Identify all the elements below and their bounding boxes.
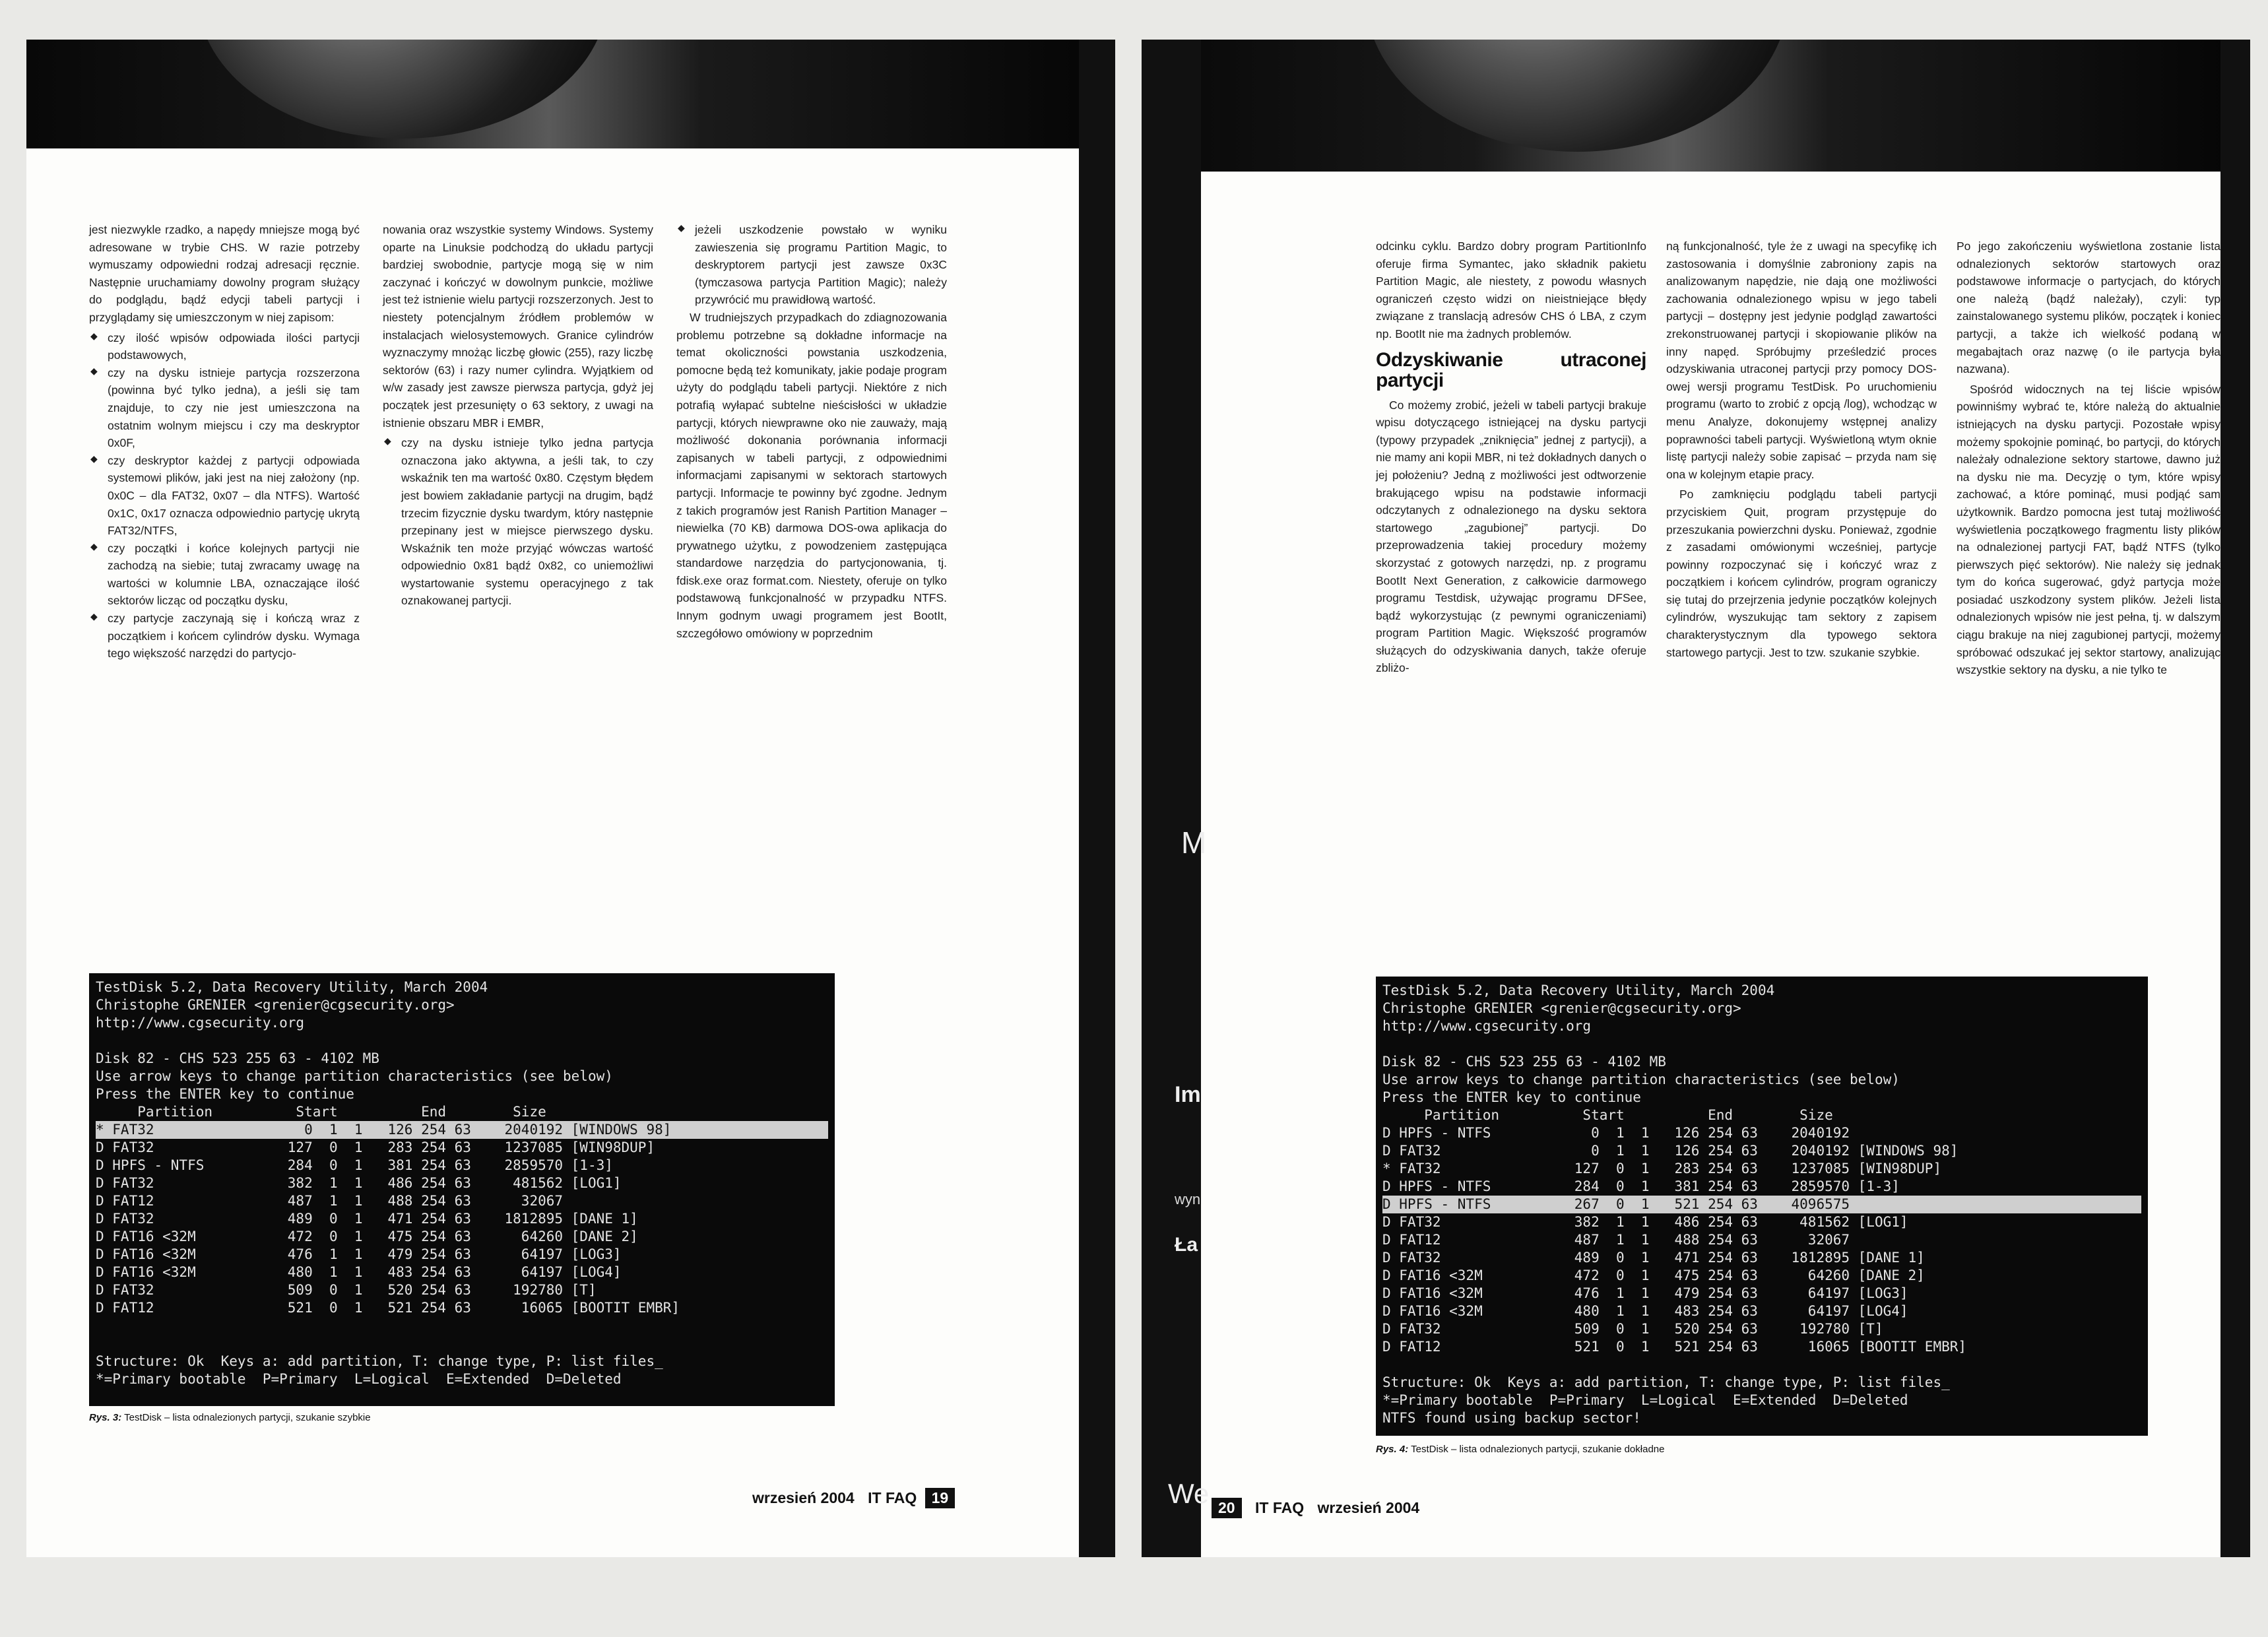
caption-label: Rys. 3: (89, 1412, 122, 1423)
bleed-fragment-la: Ła (1175, 1234, 1198, 1256)
terminal-line: D FAT32 489 0 1 471 254 63 1812895 [DANE 1] (1382, 1250, 1925, 1266)
caption-text: TestDisk – lista odnalezionych partycji, szukanie szybkie (124, 1412, 371, 1423)
page-footer (752, 1488, 959, 1508)
terminal-line: Press the ENTER key to continue (96, 1086, 354, 1102)
col1-bullet-list (89, 329, 360, 662)
terminal-line: D FAT32 382 1 1 486 254 63 481562 [LOG1] (96, 1175, 622, 1191)
terminal-line: * FAT32 127 0 1 283 254 63 1237085 [WIN98DUP] (1382, 1161, 1942, 1176)
caption-text: TestDisk – lista odnalezionych partycji, szukanie dokładne (1411, 1444, 1665, 1455)
page-number: 19 (925, 1488, 956, 1508)
col3-bullet-list (676, 221, 947, 309)
terminal-line: D FAT16 <32M 472 0 1 475 254 63 64260 [DANE 2] (96, 1229, 638, 1244)
left-column-1 (89, 221, 360, 662)
page-footer (1208, 1498, 1419, 1518)
right-column-3 (1957, 238, 2220, 682)
col2-bullet-list (383, 434, 653, 610)
terminal-line: D FAT12 521 0 1 521 254 63 16065 [BOOTIT EMBR] (1382, 1339, 1967, 1355)
terminal-line: D HPFS - NTFS 0 1 1 126 254 63 2040192 (1382, 1125, 1850, 1141)
terminal-line: Use arrow keys to change partition characteristics (see below) (1382, 1072, 1900, 1087)
footer-magazine: IT FAQ (1254, 1499, 1305, 1516)
right-column-1 (1376, 238, 1646, 680)
left-column-3 (676, 221, 947, 645)
col2-text-2: Po zamknięciu podglądu tabeli partycji przyciskiem Quit, program przystępuje do przeszukania powierzchni dysku. Ponieważ, zgodnie z zasadami omówionymi wcześniej, partycje powinny rozpoczynać się i kończyć wraz z początkiem i końcem cylindrów, program ograniczy się tutaj do przejrzenia jedynie początków kolejnych cylindrów, wyszukując tam sektory z zapisem charakterystycznym dla typowego sektora startowego partycji. Jest to tzw. szukanie szybkie. (1666, 488, 1937, 659)
terminal-line: D FAT16 <32M 480 1 1 483 254 63 64197 [LOG4] (96, 1264, 622, 1280)
terminal-line: Partition Start End Size (1382, 1107, 1833, 1123)
left-page-edge (1079, 40, 1115, 1557)
terminal-line: D FAT12 487 1 1 488 254 63 32067 (96, 1193, 564, 1209)
terminal-line-selected: * FAT32 0 1 1 126 254 63 2040192 [WINDOWS 98] (96, 1121, 828, 1139)
page-number: 20 (1212, 1498, 1242, 1518)
caption-label: Rys. 4: (1376, 1444, 1409, 1455)
footer-magazine: IT FAQ (868, 1489, 917, 1506)
terminal-line: Disk 82 - CHS 523 255 63 - 4102 MB (96, 1050, 379, 1066)
terminal-line: *=Primary bootable P=Primary L=Logical E=Extended D=Deleted (1382, 1392, 1908, 1408)
testdisk-screenshot-quick (89, 973, 835, 1406)
terminal-line: D FAT32 382 1 1 486 254 63 481562 [LOG1] (1382, 1214, 1908, 1230)
list-item: ◆ czy na dysku istnieje tylko jedna partycja oznaczona jako aktywna, a jeśli tak, to czy wskaźnik ten ma wartość 0x80. Częstym błędem jest bowiem zakładanie partycji na drugim, bądź trzecim fizycznie dysku twardym, który następnie przepinany jest w miejsce pierwszego dysku. Wskaźnik ten może przyjąć wówczas wartość odpowiednio 0x81 bądź 0x82, co uniemożliwi wystartowanie systemu operacyjnego z tak oznakowanej partycji. (383, 434, 653, 610)
footer-month: wrzesień 2004 (1317, 1499, 1420, 1516)
globe-image (1366, 40, 1788, 152)
figure-caption (1376, 1444, 1664, 1455)
terminal-line: D FAT32 0 1 1 126 254 63 2040192 [WINDOWS 98] (1382, 1143, 1959, 1159)
right-banner (1142, 40, 2250, 172)
terminal-line: Disk 82 - CHS 523 255 63 - 4102 MB (1382, 1054, 1666, 1070)
left-page (26, 40, 1115, 1557)
bleed-fragment-im: Im (1175, 1082, 1201, 1107)
terminal-line: D FAT12 521 0 1 521 254 63 16065 [BOOTIT EMBR] (96, 1300, 680, 1316)
right-page (1142, 40, 2250, 1557)
right-column-2 (1666, 238, 1937, 664)
terminal-line (1382, 1356, 2141, 1374)
list-item: ◆ czy ilość wpisów odpowiada ilości partycji podstawowych, (89, 329, 360, 364)
col1-intro: jest niezwykle rzadko, a napędy mniejsze mogą być adresowane w trybie CHS. W razie potrzeby wymuszamy odpowiedni rodzaj adresacji ręcznie. Następnie uruchamiamy dowolny program służący do podglądu, bądź edycji tabeli partycji i przyglądamy się umieszczonym w niej zapisom: (89, 223, 360, 324)
bleed-fragment-we: We (1168, 1478, 1210, 1509)
terminal-line: Christophe GRENIER <grenier@cgsecurity.org> (1382, 1000, 1741, 1016)
col3-text: Po jego zakończeniu wyświetlona zostanie lista odnalezionych sektorów startowych oraz podstawowe informacje o partycjach, do których one należą (bądź należały), czyli: typ zainstalowanego systemu plików, początek i koniec partycji, a także ich wielkość podaną w megabajtach oraz nazwę (o ile partycja była nazwana). (1957, 240, 2220, 376)
right-page-edge (2220, 40, 2250, 1557)
terminal-line: Press the ENTER key to continue (1382, 1089, 1641, 1105)
testdisk-screenshot-thorough (1376, 977, 2148, 1436)
terminal-line: NTFS found using backup sector! (1382, 1410, 1641, 1426)
terminal-line: D FAT12 487 1 1 488 254 63 32067 (1382, 1232, 1850, 1248)
list-item: ◆ czy początki i końce kolejnych partycji nie zachodzą na siebie; tutaj zwracamy uwagę na wartości w kolumnie LBA, oznaczające ilość sektorów licząc od początku dysku, (89, 540, 360, 610)
terminal-line: D FAT32 509 0 1 520 254 63 192780 [T] (1382, 1321, 1883, 1337)
bleed-fragment-wyn: wyn (1175, 1191, 1201, 1207)
figure-caption (89, 1412, 371, 1423)
left-column-2 (383, 221, 653, 610)
col1-text: odcinku cyklu. Bardzo dobry program PartitionInfo oferuje firma Symantec, jako składnik pakietu Partition Magic, ale niestety, z powodu własnych ograniczeń często widzi on nieistniejące błędy związane z translacją adresów CHS ó LBA, z czym np. BootIt nie ma żadnych problemów. (1376, 240, 1646, 340)
terminal-line: D FAT16 <32M 472 0 1 475 254 63 64260 [DANE 2] (1382, 1268, 1925, 1283)
footer-month: wrzesień 2004 (752, 1489, 855, 1506)
list-item: ◆ czy deskryptor każdej z partycji odpowiada systemowi plików, jaki jest na niej założony (np. 0x0C – dla FAT32, 0x07 – dla NTFS). Wartość 0x1C, 0x17 oznacza odpowiednio partycję ukrytą FAT32/NTFS, (89, 452, 360, 540)
terminal-line: D FAT16 <32M 480 1 1 483 254 63 64197 [LOG4] (1382, 1303, 1908, 1319)
terminal-line-selected: D HPFS - NTFS 267 0 1 521 254 63 4096575 (1382, 1196, 2141, 1213)
terminal-line: Structure: Ok Keys a: add partition, T: change type, P: list files_ (96, 1353, 663, 1369)
terminal-line: *=Primary bootable P=Primary L=Logical E=Extended D=Deleted (96, 1371, 622, 1387)
col2-text: ną funkcjonalność, tyle że z uwagi na specyfikę ich zastosowania i domyślnie zabroniony zapis na analizowanym napędzie, nie dają one możliwości zachowania odnalezionego wpisu w jego tabeli partycji – dostępny jest jedynie podgląd zawartości zrekonstruowanej partycji i skopiowanie plików na inny napęd. Spróbujmy prześledzić proces odzyskiwania utraconej partycji przy pomocy DOS-owej wersji programu TestDisk. Po uruchomieniu programu (warto to zrobić z opcją /log), wchodząc w menu Analyze, dokonujemy wstępnej analizy poprawności tabeli partycji. Wyświetloną wtym oknie listę partycji należy sobie zapisać – przyda nam się ona w kolejnym etapie pracy. (1666, 240, 1937, 481)
terminal-line: D HPFS - NTFS 284 0 1 381 254 63 2859570 [1-3] (96, 1157, 613, 1173)
terminal-line: http://www.cgsecurity.org (96, 1015, 305, 1031)
right-page-spine (1142, 40, 1201, 1557)
section-heading: Odzyskiwanie utraconej partycji (1376, 348, 1646, 392)
col3-text-2: Spośród widocznych na tej liście wpisów powinniśmy wybrać te, które należą do aktualnie istniejących na dysku partycji. Pozostałe wpisy możemy spokojnie pominąć, bo partycji, do których należały odnalezione sektory startowe, dawno już na dysku nie ma. Decyzję o tym, które wpisy zachować, a które pominąć, musi podjąć sam użytkownik. Bardzo pomocna jest tutaj możliwość wyświetlenia początkowego fragmentu listy plików na odnalezionej partycji FAT, bądź NTFS (tylko pierwszych pięć sektorów). Nie należy się jednak tym do końca sugerować, gdyż partycja może posiadać uszkodzony system plików. Jeżeli lista odnalezionych wpisów nie jest pełna, tj. w dalszym ciągu brakuje na niej zagubionej partycji, możemy spróbować odszukać jej sektor startowy, analizując wszystkie sektory na dysku, a nie tylko te (1957, 382, 2220, 677)
terminal-line (1382, 1035, 2141, 1053)
terminal-line: Structure: Ok Keys a: add partition, T: change type, P: list files_ (1382, 1374, 1950, 1390)
globe-image (198, 40, 607, 139)
terminal-line: D FAT32 127 0 1 283 254 63 1237085 [WIN98DUP] (96, 1139, 655, 1155)
terminal-line: TestDisk 5.2, Data Recovery Utility, March 2004 (1382, 982, 1775, 998)
terminal-line (96, 1317, 828, 1335)
terminal-line: Christophe GRENIER <grenier@cgsecurity.org> (96, 997, 455, 1013)
terminal-line: http://www.cgsecurity.org (1382, 1018, 1592, 1034)
terminal-line: D FAT32 509 0 1 520 254 63 192780 [T] (96, 1282, 597, 1298)
terminal-line (96, 1335, 828, 1353)
col1-text-2: Co możemy zrobić, jeżeli w tabeli partycji brakuje wpisu dotyczącego istniejącej na dysku partycji (typowy przypadek „zniknięcia” jednej z partycji), a nie mamy ani kopii MBR, ni też dokładnych danych o jej położeniu? Jedną z możliwości jest odtworzenie brakującego wpisu na podstawie informacji odczytanych z odnalezionego na dysku sektora startowego „zagubionej” partycji. Do przeprowadzenia takiej procedury możemy skorzystać z gotowych narzędzi, np. z programu BootIt Next Generation, z całkowicie darmowego programu Testdisk, używając programu DFSee, bądź wykorzystując (z pewnymi ograniczeniami) program Partition Magic. Większość programów służących do odzyskiwania danych, także oferuje zbliżo- (1376, 398, 1646, 675)
terminal-line: Use arrow keys to change partition characteristics (see below) (96, 1068, 613, 1084)
bleed-letter-m: M (1181, 825, 1207, 860)
list-item: ◆ jeżeli uszkodzenie powstało w wyniku zawieszenia się programu Partition Magic, to deskryptorem partycji jest zawsze 0x3C (tymczasowa partycja Partition Magic); należy przywrócić mu prawidłową wartość. (676, 221, 947, 309)
terminal-line: Partition Start End Size (96, 1104, 546, 1120)
terminal-line (96, 1032, 828, 1050)
terminal-line: D FAT16 <32M 476 1 1 479 254 63 64197 [LOG3] (96, 1246, 622, 1262)
left-banner (26, 40, 1115, 148)
terminal-line: D FAT16 <32M 476 1 1 479 254 63 64197 [LOG3] (1382, 1285, 1908, 1301)
col2-text: nowania oraz wszystkie systemy Windows. Systemy oparte na Linuksie podchodzą do układu partycji bardziej swobodnie, partycje mogą się w nim zaczynać i kończyć w dowolnym punkcie, możliwe jest też istnienie wielu partycji rozszerzonych. Jest to niestety potencjalnym źródłem problemów w instalacjach wielosystemowych. Granice cylindrów wyznaczymy mnożąc liczbę głowic (255), razy liczbę sektorów (63) i razy numer cylindra. Wyjątkiem od w/w zasady jest zawsze pierwsza partycja, gdyż jej początek jest przesunięty o 63 sektory, z uwagi na istnienie obszaru MBR i EMBR, (383, 223, 653, 430)
terminal-line: D HPFS - NTFS 284 0 1 381 254 63 2859570 [1-3] (1382, 1178, 1900, 1194)
col3-text: W trudniejszych przypadkach do zdiagnozowania problemu potrzebne są dokładne informacje na temat okoliczności powstania uszkodzenia, pomocne będą też komunikaty, jakie podaje program użyty do podglądu tabeli partycji. Niektóre z nich potrafią wyłapać subtelne nieścisłości w układzie partycji, których niewprawne oko nie zauważy, mają możliwość dokonania porównania informacji zapisanych w tabeli partycji, z odpowiednimi informacjami zapisanymi w sektorach startowych partycji. Informacje te powinny być zgodne. Jednym z takich programów jest Ranish Partition Manager – niewielka (70 KB) darmowa DOS-owa aplikacja do prywatnego użytku, z powodzeniem zastępująca standardowe narzędzia do partycjonowania, tj. fdisk.exe oraz format.com. Niestety, oferuje on tylko podstawową funkcjonalność w przypadku NTFS. Innym godnym uwagi programem jest BootIt, szczegółowo omówiony w poprzednim (676, 310, 947, 640)
terminal-line: D FAT32 489 0 1 471 254 63 1812895 [DANE 1] (96, 1211, 638, 1227)
terminal-line: TestDisk 5.2, Data Recovery Utility, March 2004 (96, 979, 488, 995)
list-item: ◆ czy partycje zaczynają się i kończą wraz z początkiem i końcem cylindrów dysku. Wymaga tego większość narzędzi do partycjo- (89, 610, 360, 662)
list-item: ◆ czy na dysku istnieje partycja rozszerzona (powinna być tylko jedna), a jeśli się tam znajduje, to czy nie jest umieszczona na ostatnim wolnym miejscu i czy ma deskryptor 0x0F, (89, 364, 360, 452)
